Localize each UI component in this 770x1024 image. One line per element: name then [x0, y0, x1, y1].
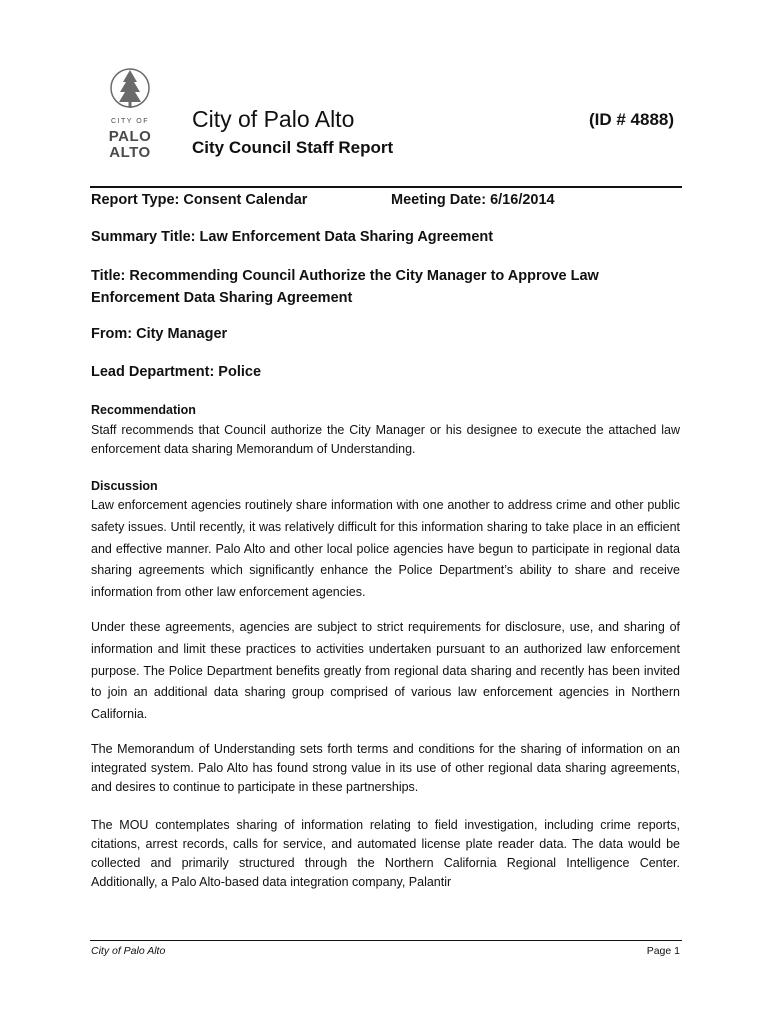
page-title: City of Palo Alto: [192, 106, 355, 132]
report-type: Report Type: Consent Calendar: [91, 192, 308, 208]
city-logo: [104, 66, 156, 160]
summary-title: Summary Title: Law Enforcement Data Sharing Agreement: [91, 229, 494, 245]
logo-city-of-text: CITY OF: [111, 118, 149, 125]
report-title: Title: Recommending Council Authorize the City Manager to Approve Law Enforcement Data Sharing Agreement: [91, 268, 599, 306]
discussion-paragraph-3: The Memorandum of Understanding sets forth terms and conditions for the sharing of information on an integrated system. Palo Alto has found strong value in its use of other regional data sharing agreements, and desires to continue to participate in these partnerships.: [91, 742, 680, 794]
header-divider: [90, 186, 682, 188]
footer-divider: [90, 940, 682, 941]
logo-palo-text: PALO: [108, 128, 152, 145]
footer-org: City of Palo Alto: [91, 945, 166, 957]
discussion-paragraph-1: Law enforcement agencies routinely share information with one another to address crime and other public safety issues. Until recently, it was relatively difficult for this information sharing to take place in an efficient and effective manner. Palo Alto and other local police agencies have begun to participate in regional data sharing agreements which significantly enhance the Police Department’s ability to share and receive information from other law enforcement agencies.: [91, 498, 680, 600]
discussion-paragraph-4: The MOU contemplates sharing of information relating to field investigation, including crime reports, citations, arrest records, calls for service, and automated license plate reader data. The data would be collected and primarily structured through the Northern California Regional Intelligence Center. Additionally, a Palo Alto-based data integration company, Palantir: [91, 818, 680, 889]
meeting-date: Meeting Date: 6/16/2014: [391, 192, 555, 208]
page-subtitle: City Council Staff Report: [192, 138, 394, 157]
from-line: From: City Manager: [91, 326, 228, 342]
recommendation-heading: Recommendation: [91, 403, 196, 417]
footer-page-number: Page 1: [646, 945, 680, 957]
report-id: (ID # 4888): [589, 110, 675, 129]
discussion-heading: Discussion: [91, 479, 158, 493]
redwood-tree-icon: [110, 66, 150, 114]
lead-department: Lead Department: Police: [91, 364, 262, 380]
logo-alto-text: ALTO: [109, 144, 151, 161]
discussion-paragraph-2: Under these agreements, agencies are subject to strict requirements for disclosure, use, and sharing of information and limit these practices to activities undertaken pursuant to an authorized law enforcement purpose. The Police Department benefits greatly from regional data sharing and recently has been invited to join an additional data sharing group comprised of various law enforcement agencies in Northern California.: [91, 620, 680, 722]
recommendation-text: Staff recommends that Council authorize the City Manager or his designee to execute the attached law enforcement data sharing Memorandum of Understanding.: [91, 423, 680, 456]
